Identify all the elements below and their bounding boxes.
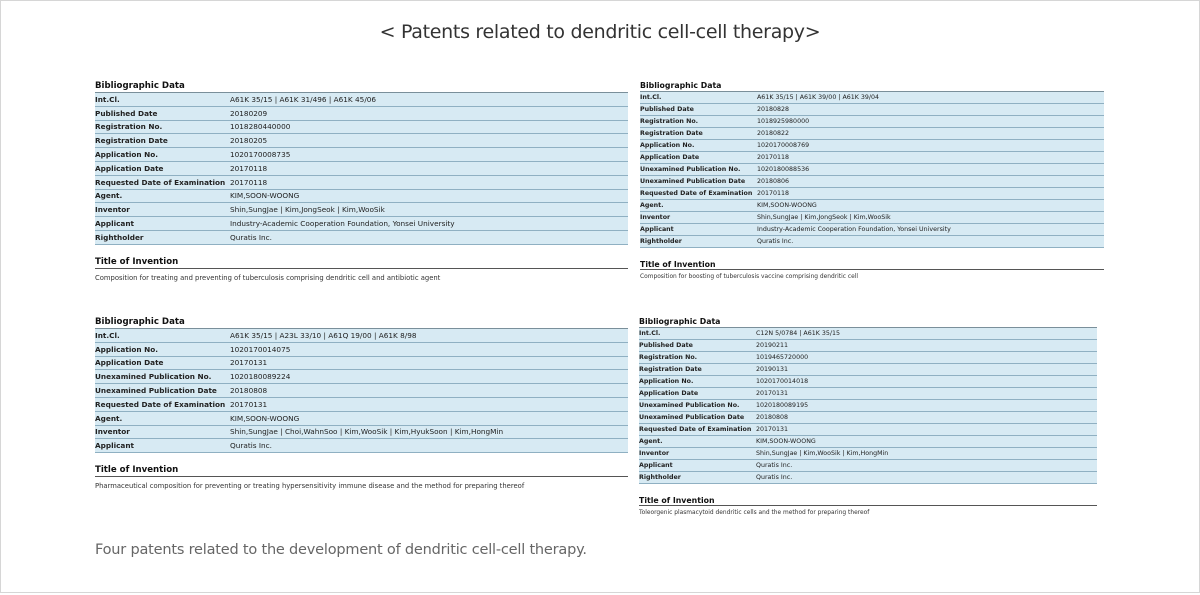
bib-row-value: Quratis Inc. [230,232,272,242]
bib-row-value: 1020180089195 [756,402,809,409]
bib-row-label: Registration No. [640,118,699,125]
bib-row-label: Inventor [639,450,670,457]
bib-row-value: KIM,SOON-WOONG [756,438,816,445]
bib-row [639,364,1097,376]
bib-row-label: Unexamined Publication Date [95,386,217,396]
patent-card-4 [639,317,1097,516]
bib-row [639,412,1097,424]
bib-row-value: 20190211 [756,342,789,349]
bib-row-label: Application No. [95,150,158,160]
bib-row-value: 20170131 [756,390,789,397]
bib-row-value: KIM,SOON-WOONG [757,202,817,209]
title-of-invention-heading: Title of Invention [95,465,628,477]
bib-row-value: 20170118 [230,163,268,173]
bib-row-label: Application No. [639,378,694,385]
bib-row-label: Unexamined Publication No. [95,372,212,382]
bib-row-value: 20170131 [756,426,789,433]
title-of-invention-heading: Title of Invention [639,496,1097,506]
bib-row-value: 1018925980000 [757,118,810,125]
bib-row-value: 1018280440000 [230,122,291,132]
bib-row-label: Unexamined Publication No. [639,402,740,409]
title-of-invention-text: Composition for treating and preventing of tuberculosis comprising dendritic cell and antibiotic agent [95,273,441,282]
bib-row [640,176,1104,188]
bib-row-value: KIM,SOON-WOONG [230,191,300,201]
bib-row-label: Published Date [640,106,694,113]
bib-row [639,400,1097,412]
bib-row-label: Registration Date [95,136,168,146]
bib-row-value: 20170118 [757,190,790,197]
page-title: < Patents related to dendritic cell-cell therapy> [379,21,821,43]
figure-caption: Four patents related to the development of dendritic cell-cell therapy. [95,542,587,558]
bib-row-value: 20180205 [230,136,268,146]
bib-row-value: A61K 35/15 | A23L 33/10 | A61Q 19/00 | A61K 8/98 [230,330,417,340]
bib-row-label: Published Date [639,342,693,349]
bib-row [639,448,1097,460]
bib-row [95,176,628,190]
bib-row-label: Agent. [95,191,123,201]
bib-row-value: A61K 35/15 | A61K 31/496 | A61K 45/06 [230,94,377,104]
bib-row-label: Requested Date of Examination [639,426,752,433]
bib-row-label: Application Date [639,390,699,397]
bib-row-value: 20180828 [757,106,790,113]
bib-row [95,121,628,135]
title-of-invention-heading: Title of Invention [95,257,628,269]
bib-row-label: Inventor [95,205,130,215]
bib-row-value: 1020170014075 [230,344,291,354]
bib-row-label: Registration Date [640,130,703,137]
bib-row [639,460,1097,472]
bib-row [639,352,1097,364]
bib-row-value: 1019465720000 [756,354,809,361]
bib-row [640,152,1104,164]
bib-row-label: Requested Date of Examination [640,190,753,197]
bibliographic-table [95,328,628,453]
bib-row [95,398,628,412]
bib-row [639,340,1097,352]
bib-row-value: KIM,SOON-WOONG [230,413,300,423]
bib-row-label: Unexamined Publication No. [640,166,741,173]
bib-row-label: Registration No. [95,122,163,132]
bib-row-value: 20180806 [757,178,790,185]
bib-row-value: Quratis Inc. [756,462,793,469]
bib-row-label: Rightholder [639,474,681,481]
bib-row [639,424,1097,436]
bibliographic-heading: Bibliographic Data [639,317,721,326]
bib-row [639,388,1097,400]
bib-row [640,128,1104,140]
bib-row [640,188,1104,200]
bib-row-label: Agent. [639,438,663,445]
bib-row [95,412,628,426]
bib-row-label: Published Date [95,108,158,118]
bib-row-value: 20180209 [230,108,268,118]
bib-row [639,328,1097,340]
bib-row [640,116,1104,128]
bib-row-value: 20170131 [230,399,268,409]
bib-row [640,104,1104,116]
bib-row-value: 20170118 [757,154,790,161]
bib-row-label: Applicant [639,462,673,469]
bib-row-value: Shin,SungJae | Kim,JongSeok | Kim,WooSik [230,205,385,215]
patent-card-2 [640,81,1104,280]
bib-row-label: Applicant [640,226,674,233]
patent-card-3 [95,317,628,490]
bib-row-label: Registration No. [639,354,698,361]
bib-row-label: Application Date [640,154,700,161]
bibliographic-heading: Bibliographic Data [640,81,722,90]
bib-row-value: C12N 5/0784 | A61K 35/15 [756,330,840,337]
bib-row [95,370,628,384]
bib-row-label: Agent. [640,202,664,209]
bib-row-value: 20180822 [757,130,790,137]
bibliographic-heading: Bibliographic Data [95,317,185,327]
bib-row-value: Quratis Inc. [757,238,794,245]
patent-card-1 [95,81,628,282]
bib-row-value: 1020180089224 [230,372,291,382]
bib-row-label: Agent. [95,413,123,423]
bib-row-label: Requested Date of Examination [95,177,226,187]
bib-row [640,200,1104,212]
bib-row-label: Unexamined Publication Date [639,414,745,421]
bib-row-value: Shin,SungJae | Kim,JongSeok | Kim,WooSik [757,214,891,221]
title-of-invention-heading: Title of Invention [640,260,1104,270]
bib-row-value: 1020170014018 [756,378,809,385]
bib-row-label: Requested Date of Examination [95,399,226,409]
bib-row-label: Applicant [95,219,135,229]
bib-row-label: Applicant [95,441,135,451]
bib-row-value: 20170118 [230,177,268,187]
bib-row [639,472,1097,484]
bib-row [640,92,1104,104]
bib-row [95,426,628,440]
bib-row [95,439,628,453]
title-of-invention-text: Toleorgenic plasmacytoid dendritic cells and the method for preparing thereof [639,510,870,516]
bib-row-value: 1020170008769 [757,142,810,149]
title-of-invention-text: Composition for boosting of tuberculosis vaccine comprising dendritic cell [640,274,859,280]
bib-row [95,107,628,121]
bib-row [95,162,628,176]
bib-row [95,134,628,148]
bib-row [95,329,628,343]
bib-row [95,357,628,371]
bib-row-label: Rightholder [95,232,144,242]
bib-row-label: Rightholder [640,238,682,245]
bib-row-label: Application No. [95,344,158,354]
bib-row [640,164,1104,176]
bib-row-label: Int.Cl. [95,94,120,104]
bib-row-value: Industry-Academic Cooperation Foundation, Yonsei University [757,226,951,233]
bib-row [95,203,628,217]
bib-row [95,217,628,231]
bib-row [95,190,628,204]
bib-row [639,376,1097,388]
bib-row-value: Quratis Inc. [756,474,793,481]
bib-row-value: 1020170008735 [230,150,291,160]
bib-row-label: Application Date [95,163,164,173]
bib-row-label: Int.Cl. [95,330,120,340]
bib-row [640,224,1104,236]
bib-row [640,236,1104,248]
bib-row-value: 20190131 [756,366,789,373]
bib-row-value: 1020180088536 [757,166,810,173]
bib-row [640,140,1104,152]
bib-row-value: 20180808 [756,414,789,421]
bib-row-value: 20170131 [230,358,268,368]
bibliographic-table [95,92,628,245]
bib-row-value: Shin,SungJae | Choi,WahnSoo | Kim,WooSik | Kim,HyukSoon | Kim,HongMin [230,427,504,437]
bib-row-value: 20180808 [230,386,268,396]
bib-row-label: Unexamined Publication Date [640,178,746,185]
bib-row-value: Shin,SungJae | Kim,WooSik | Kim,HongMin [756,450,889,457]
bib-row-value: A61K 35/15 | A61K 39/00 | A61K 39/04 [757,94,880,101]
bib-row-label: Application No. [640,142,695,149]
bib-row [95,148,628,162]
title-of-invention-text: Pharmaceutical composition for preventing or treating hypersensitivity immune disease and the method for preparing thereof [95,482,525,491]
bib-row [95,93,628,107]
bib-row [95,343,628,357]
bib-row-value: Industry-Academic Cooperation Foundation, Yonsei University [230,219,455,229]
bib-row [640,212,1104,224]
bib-row-label: Registration Date [639,366,702,373]
bib-row-label: Inventor [640,214,671,221]
bib-row [639,436,1097,448]
bibliographic-table [640,91,1104,248]
bib-row-value: Quratis Inc. [230,441,272,451]
bib-row [95,384,628,398]
bib-row-label: Int.Cl. [639,330,661,337]
bib-row-label: Application Date [95,358,164,368]
bibliographic-heading: Bibliographic Data [95,81,185,91]
bib-row [95,231,628,245]
bib-row-label: Inventor [95,427,130,437]
bib-row-label: Int.Cl. [640,94,662,101]
bibliographic-table [639,327,1097,484]
